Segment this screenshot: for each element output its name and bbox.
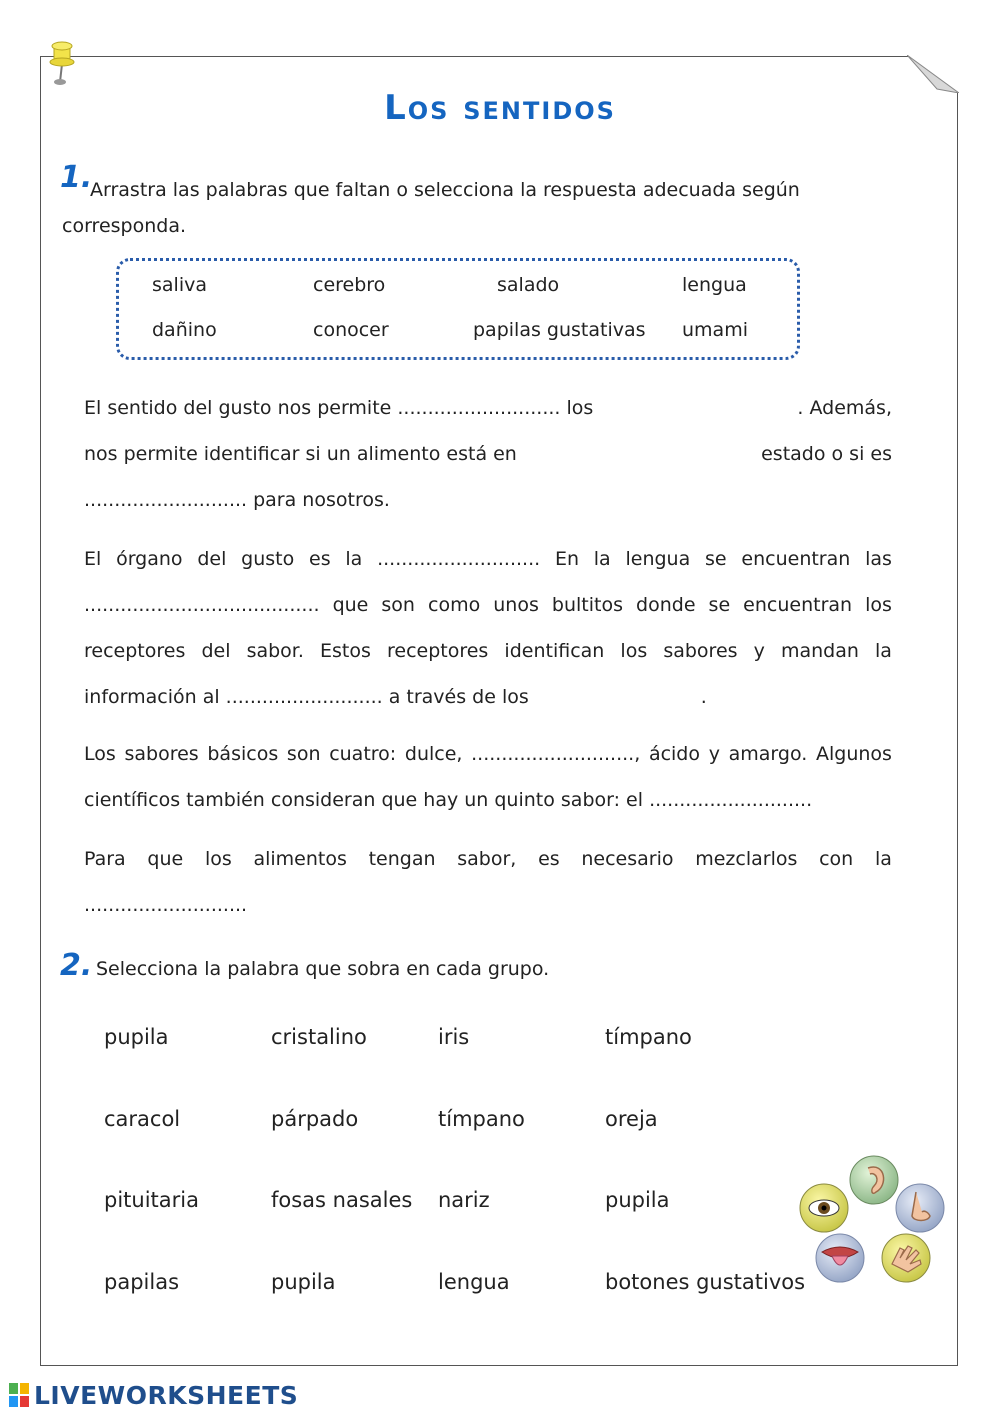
word: receptores <box>386 640 489 662</box>
answer-blank[interactable]: ..........................., <box>471 743 641 765</box>
word: se <box>708 594 731 616</box>
word: y <box>753 640 765 662</box>
answer-blank[interactable]: ....................................... <box>84 594 320 616</box>
section-number-2: 2. <box>60 948 93 983</box>
group-word[interactable]: cristalino <box>271 1025 367 1049</box>
eye-icon <box>800 1184 848 1232</box>
word: con <box>819 848 854 870</box>
word: El <box>84 548 102 570</box>
word-bank-item[interactable]: dañino <box>152 319 217 341</box>
word: dulce, <box>404 743 463 765</box>
paragraph-line <box>84 882 892 928</box>
group-word[interactable]: caracol <box>104 1107 181 1131</box>
group-word[interactable]: tímpano <box>605 1025 692 1049</box>
word: Estos <box>320 640 371 662</box>
word: donde <box>636 594 696 616</box>
word: Los <box>84 743 116 765</box>
liveworksheets-logo-icon <box>8 1382 30 1408</box>
word: Para <box>84 848 126 870</box>
word: se <box>705 548 727 570</box>
text-with-blank[interactable]: científicos también consideran que hay un quinto sabor: el ........................... <box>84 789 813 811</box>
word: son <box>381 594 415 616</box>
word: y <box>708 743 720 765</box>
hand-icon <box>882 1234 930 1282</box>
word-bank-item[interactable]: cerebro <box>313 274 386 296</box>
word: es <box>309 548 331 570</box>
word: identifican <box>504 640 605 662</box>
word: gusto <box>241 548 295 570</box>
text-segment: estado o si es <box>761 443 892 465</box>
word: las <box>865 548 892 570</box>
word-bank-item[interactable]: saliva <box>152 274 207 296</box>
paragraph-4 <box>84 836 892 928</box>
group-word[interactable]: pituitaria <box>104 1188 199 1212</box>
group-word[interactable]: iris <box>438 1025 470 1049</box>
paragraph-line <box>84 477 892 523</box>
group-word[interactable]: pupila <box>104 1025 169 1049</box>
answer-blank[interactable]: ........................... <box>377 548 541 570</box>
group-word[interactable]: fosas nasales <box>271 1188 413 1212</box>
word: tengan <box>368 848 436 870</box>
word: amargo. <box>728 743 808 765</box>
word-bank-item[interactable]: umami <box>682 319 748 341</box>
word: Algunos <box>815 743 892 765</box>
word: sabores <box>124 743 199 765</box>
group-word[interactable]: pupila <box>271 1270 336 1294</box>
section2-instruction: Selecciona la palabra que sobra en cada grupo. <box>96 958 550 980</box>
word-bank-item[interactable]: conocer <box>313 319 389 341</box>
nose-icon <box>896 1184 944 1232</box>
text-segment: nos permite identificar si un alimento está en <box>84 443 517 465</box>
paragraph-line <box>84 582 892 628</box>
word: lengua <box>625 548 691 570</box>
word: encuentran <box>741 548 851 570</box>
paragraph-line <box>84 431 892 477</box>
page-title: Los sentidos <box>384 88 616 128</box>
group-word[interactable]: lengua <box>438 1270 510 1294</box>
text-with-blank[interactable]: El sentido del gusto nos permite ........................... los <box>84 397 594 419</box>
word: los <box>620 640 648 662</box>
section-number-1: 1. <box>60 160 93 195</box>
word: órgano <box>116 548 183 570</box>
paragraph-2 <box>84 536 892 720</box>
word: unos <box>493 594 539 616</box>
brand-logo <box>8 1380 298 1410</box>
group-word[interactable]: botones gustativos <box>605 1270 806 1294</box>
text-segment: . <box>700 686 707 708</box>
word: receptores <box>84 640 186 662</box>
word: que <box>147 848 184 870</box>
word: la <box>875 640 892 662</box>
paragraph-line <box>84 536 892 582</box>
word-bank-item[interactable]: lengua <box>682 274 747 296</box>
text-with-blank[interactable]: ........................... para nosotros. <box>84 489 390 511</box>
word: sabor, <box>457 848 517 870</box>
word: bultitos <box>551 594 623 616</box>
group-word[interactable]: oreja <box>605 1107 658 1131</box>
word: encuentran <box>743 594 853 616</box>
paragraph-line <box>84 628 892 674</box>
word: cuatro: <box>329 743 397 765</box>
word: que <box>332 594 369 616</box>
word-bank-item[interactable]: papilas gustativas <box>473 319 646 341</box>
word: son <box>286 743 321 765</box>
word: la <box>593 548 611 570</box>
word: los <box>204 848 232 870</box>
word: del <box>201 640 231 662</box>
word: la <box>345 548 363 570</box>
paragraph-line <box>84 385 892 431</box>
word: sabores <box>663 640 738 662</box>
paragraph-line <box>84 731 892 777</box>
paragraph-3 <box>84 731 892 823</box>
word: los <box>865 594 892 616</box>
word: mezclarlos <box>695 848 798 870</box>
word: alimentos <box>253 848 347 870</box>
word: del <box>197 548 227 570</box>
word: la <box>874 848 892 870</box>
word: necesario <box>581 848 674 870</box>
mouth-tongue-icon <box>816 1234 864 1282</box>
answer-blank[interactable]: ........................... <box>84 894 248 916</box>
pushpin-icon <box>44 38 84 88</box>
five-senses-illustration <box>796 1152 956 1292</box>
brand-name: LIVEWORKSHEETS <box>34 1380 299 1410</box>
paragraph-line <box>84 836 892 882</box>
ear-icon <box>850 1156 898 1204</box>
word-bank-item[interactable]: salado <box>497 274 560 296</box>
group-word[interactable]: párpado <box>271 1107 359 1131</box>
word: como <box>428 594 481 616</box>
word: ácido <box>648 743 700 765</box>
paragraph-line <box>84 674 892 720</box>
word: sabor. <box>246 640 304 662</box>
group-word[interactable]: tímpano <box>438 1107 525 1131</box>
paragraph-line <box>84 777 892 823</box>
text-segment: . Además, <box>797 397 892 419</box>
word: mandan <box>780 640 859 662</box>
paragraph-1 <box>84 385 892 523</box>
group-word[interactable]: pupila <box>605 1188 670 1212</box>
group-word[interactable]: nariz <box>438 1188 490 1212</box>
instruction-line-1: Arrastra las palabras que faltan o selecciona la respuesta adecuada según <box>90 179 800 201</box>
word: En <box>554 548 579 570</box>
section1-instruction <box>62 172 882 244</box>
instruction-line-2: corresponda. <box>62 215 187 237</box>
word: es <box>538 848 560 870</box>
text-with-blank[interactable]: información al .......................... a través de los <box>84 686 529 708</box>
word: básicos <box>207 743 279 765</box>
group-word[interactable]: papilas <box>104 1270 180 1294</box>
